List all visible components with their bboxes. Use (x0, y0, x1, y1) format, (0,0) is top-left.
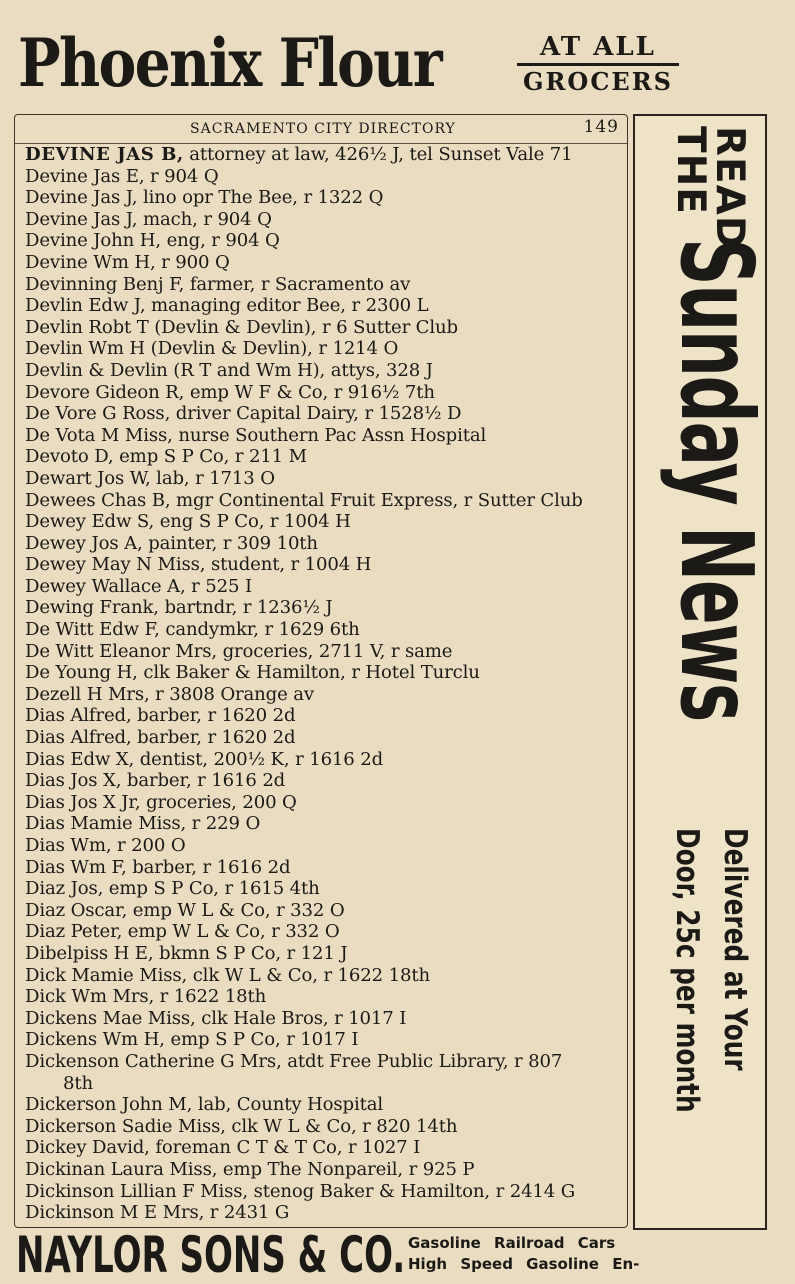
entry-detail: M Miss, nurse Southern Pac Assn Hospital (95, 424, 487, 446)
entry-name: Devlin (25, 316, 83, 338)
directory-entry (25, 382, 625, 404)
entry-detail: Chas B, mgr Continental Fruit Express, r Sutter Club (95, 489, 583, 511)
entry-detail: Jos X, barber, r 1616 2d (64, 770, 286, 792)
the-word: THE (668, 126, 713, 215)
directory-entry (25, 965, 625, 987)
entry-name: Dewey (25, 554, 86, 576)
directory-entry (25, 533, 625, 555)
read-word: READ (707, 126, 752, 250)
directory-entry (25, 1181, 625, 1203)
entry-detail: & Devlin (R T and Wm H), attys, 328 J (82, 359, 433, 381)
naylor-advertisement (0, 1226, 795, 1284)
entry-detail: Edw F, candymkr, r 1629 6th (93, 619, 360, 641)
ad-tagline-line1: AT ALL (540, 32, 656, 62)
directory-entry (25, 187, 625, 209)
ad-tagline (513, 32, 683, 96)
entry-name: Dickerson (25, 1094, 117, 1116)
entry-detail: Wm, r 200 O (64, 835, 186, 856)
entry-detail: D, emp S P Co, r 211 M (88, 446, 308, 468)
entry-name: Devoto (25, 446, 89, 468)
entry-detail: May N Miss, student, r 1004 H (85, 554, 372, 576)
sunday-news-advertisement (633, 114, 775, 1230)
entry-detail: Oscar, emp W L & Co, r 332 O (65, 899, 345, 921)
entry-name: Devlin (25, 295, 83, 317)
entry-name: Dickerson (25, 1115, 117, 1137)
directory-entry (25, 813, 625, 835)
phoenix-flour-brand: Phoenix Flour (18, 24, 441, 102)
entry-name: De Witt (25, 640, 94, 662)
directory-entry (25, 576, 625, 598)
entry-detail: Mamie Miss, r 229 O (64, 813, 261, 835)
entry-name: Dezell (25, 683, 82, 705)
entry-name: Devine (25, 165, 88, 187)
entry-detail: Wm H (Devlin & Devlin), r 1214 O (82, 338, 399, 360)
entry-detail: Eleanor Mrs, groceries, 2711 V, r same (93, 640, 453, 662)
entry-continuation: 8th (63, 1072, 93, 1094)
entry-detail: Jos, emp S P Co, r 1615 4th (65, 878, 320, 900)
directory-entry (25, 662, 625, 684)
delivery-line2: Door, 25c per month (669, 828, 705, 1113)
entry-name: Dickey (25, 1137, 87, 1159)
entry-detail: Robt T (Devlin & Devlin), r 6 Sutter Club (82, 316, 458, 338)
entry-name: Dickens (25, 1029, 97, 1051)
entry-name: De Young (25, 662, 111, 684)
directory-entry (25, 1029, 625, 1051)
directory-entry (25, 554, 625, 576)
entry-name: Devine (25, 208, 88, 230)
entry-detail: Jas J, mach, r 904 Q (87, 208, 272, 230)
directory-entry (25, 209, 625, 231)
entry-name: Devinning (25, 273, 118, 295)
directory-entry (25, 619, 625, 641)
directory-entry (25, 1137, 625, 1159)
directory-entry (25, 338, 625, 360)
page-number: 149 (583, 117, 619, 137)
directory-entry (25, 166, 625, 188)
entry-detail: Alfred, barber, r 1620 2d (64, 727, 296, 749)
entry-detail: Wallace A, r 525 I (85, 575, 252, 597)
entry-detail: Lillian F Miss, stenog Baker & Hamilton, r 2414 G (114, 1180, 576, 1202)
entry-name: Devore (25, 381, 90, 403)
entry-name: Dickens (25, 1007, 97, 1029)
entry-name: De Vore (25, 403, 97, 425)
entry-detail: Wm Mrs, r 1622 18th (65, 986, 267, 1008)
entry-detail: Jas J, lino opr The Bee, r 1322 Q (87, 187, 384, 209)
entry-name: Devlin (25, 359, 83, 381)
entry-name: Dick (25, 964, 66, 986)
entry-name: Dickinson (25, 1180, 115, 1202)
running-head (15, 115, 627, 144)
directory-entry (25, 705, 625, 727)
entry-detail: Mamie Miss, clk W L & Co, r 1622 18th (65, 964, 430, 986)
directory-entry (25, 317, 625, 339)
entry-detail: Wm F, barber, r 1616 2d (64, 856, 291, 878)
entry-detail: Jas E, r 904 Q (87, 165, 219, 187)
directory-entry (25, 770, 625, 792)
entry-detail: Frank, bartndr, r 1236½ J (93, 597, 333, 619)
entry-detail: M E Mrs, r 2431 G (114, 1202, 290, 1224)
directory-title: SACRAMENTO CITY DIRECTORY (190, 121, 456, 137)
entry-name: De Witt (25, 619, 94, 641)
entry-name: Dias (25, 835, 65, 856)
entry-name: Dias (25, 791, 65, 813)
directory-entry (25, 684, 625, 706)
entry-name: Diaz (25, 899, 66, 921)
directory-entry (25, 857, 625, 879)
entry-name: Dias (25, 705, 65, 727)
entry-name: Dias (25, 748, 65, 770)
ad-tagline-rule (517, 63, 679, 66)
entry-detail: H, clk Baker & Hamilton, r Hotel Turclu (110, 662, 480, 684)
ad-tagline-line2: GROCERS (522, 67, 674, 96)
entry-name: Devine (25, 187, 88, 209)
directory-entry (25, 446, 625, 468)
naylor-line2: High Speed Gasoline En- (408, 1255, 640, 1273)
entry-detail: Jos A, painter, r 309 10th (85, 532, 318, 554)
naylor-line1: Gasoline Railroad Cars (408, 1234, 616, 1252)
directory-entry (25, 835, 625, 857)
directory-entry (25, 1159, 625, 1181)
entry-detail: Sadie Miss, clk W L & Co, r 820 14th (116, 1115, 458, 1137)
entry-name: Dickinan (25, 1158, 106, 1180)
entry-detail: Jos W, lab, r 1713 O (91, 467, 275, 489)
entry-detail: Edw X, dentist, 200½ K, r 1616 2d (64, 748, 384, 770)
directory-page (14, 114, 628, 1228)
entry-detail: John H, eng, r 904 Q (87, 230, 280, 252)
directory-entry (25, 900, 625, 922)
entry-name: Devlin (25, 338, 83, 360)
entry-detail: David, foreman C T & T Co, r 1027 I (86, 1137, 421, 1159)
entry-name: Dias (25, 727, 65, 749)
directory-entry (25, 144, 625, 166)
directory-entry (25, 943, 625, 965)
directory-entry (25, 230, 625, 252)
entry-detail: John M, lab, County Hospital (116, 1094, 383, 1116)
entry-detail: attorney at law, 426½ J, tel Sunset Vale 71 (183, 144, 573, 165)
naylor-brand: NAYLOR SONS & CO. (16, 1226, 406, 1284)
directory-entry (25, 749, 625, 771)
entry-name: Dewey (25, 532, 86, 554)
entry-name: Dias (25, 770, 65, 792)
entry-name: De Vota (25, 424, 96, 446)
entry-name: Dickinson (25, 1202, 115, 1224)
entry-name: Devine (25, 251, 88, 273)
directory-entry (25, 403, 625, 425)
entry-detail: Wm H, r 900 Q (87, 251, 230, 273)
directory-entries (25, 144, 625, 1224)
directory-entry (25, 1116, 625, 1138)
entry-detail: Laura Miss, emp The Nonpareil, r 925 P (105, 1158, 475, 1180)
delivery-line1: Delivered at Your (717, 828, 753, 1071)
entry-name: Dias (25, 813, 65, 835)
entry-name: Dewey (25, 511, 86, 533)
directory-entry (25, 1094, 625, 1116)
directory-entry (25, 921, 625, 943)
entry-name: Diaz (25, 878, 66, 900)
entry-detail: Gideon R, emp W F & Co, r 916½ 7th (89, 381, 435, 403)
entry-name: DEVINE JAS B, (25, 144, 184, 165)
entry-name: Dewey (25, 575, 86, 597)
directory-entry (25, 878, 625, 900)
entry-name: Dibelpiss (25, 942, 108, 964)
directory-entry (25, 1051, 625, 1073)
entry-detail: Wm H, emp S P Co, r 1017 I (97, 1029, 359, 1051)
directory-entry (25, 295, 625, 317)
entry-detail: Peter, emp W L & Co, r 332 O (65, 921, 340, 943)
sunday-news-title: Sunday News (658, 238, 775, 721)
directory-entry (25, 1008, 625, 1030)
entry-name: Dias (25, 856, 65, 878)
delivery-text (663, 828, 759, 1228)
entry-detail: Mae Miss, clk Hale Bros, r 1017 I (97, 1007, 407, 1029)
entry-name: Diaz (25, 921, 66, 943)
entry-name: Dewees (25, 489, 96, 511)
directory-entry (25, 468, 625, 490)
entry-name: Dick (25, 986, 66, 1008)
directory-entry (25, 274, 625, 296)
entry-detail: Catherine G Mrs, atdt Free Public Library, r 807 (119, 1050, 563, 1072)
directory-entry (25, 425, 625, 447)
directory-entry (25, 511, 625, 533)
directory-entry (25, 986, 625, 1008)
entry-detail: Benj F, farmer, r Sacramento av (117, 273, 411, 295)
entry-name: Devine (25, 230, 88, 252)
directory-entry (25, 641, 625, 663)
read-the-label (668, 126, 752, 250)
entry-detail: G Ross, driver Capital Dairy, r 1528½ D (96, 403, 462, 425)
entry-detail: Edw S, eng S P Co, r 1004 H (85, 511, 351, 533)
directory-entry (25, 252, 625, 274)
entry-detail: Jos X Jr, groceries, 200 Q (64, 791, 297, 813)
entry-name: Dickenson (25, 1050, 120, 1072)
naylor-products (408, 1233, 639, 1275)
entry-detail: H E, bkmn S P Co, r 121 J (107, 942, 348, 964)
directory-entry (25, 490, 625, 512)
top-advertisement (0, 0, 795, 115)
directory-entry (25, 792, 625, 814)
directory-entry (25, 1202, 625, 1224)
entry-detail: H Mrs, r 3808 Orange av (81, 683, 314, 705)
directory-entry (25, 597, 625, 619)
entry-name: Dewart (25, 467, 92, 489)
directory-entry (25, 727, 625, 749)
entry-detail: Edw J, managing editor Bee, r 2300 L (82, 295, 429, 317)
entry-detail: Alfred, barber, r 1620 2d (64, 705, 296, 727)
directory-entry (25, 360, 625, 382)
entry-name: Dewing (25, 597, 94, 619)
